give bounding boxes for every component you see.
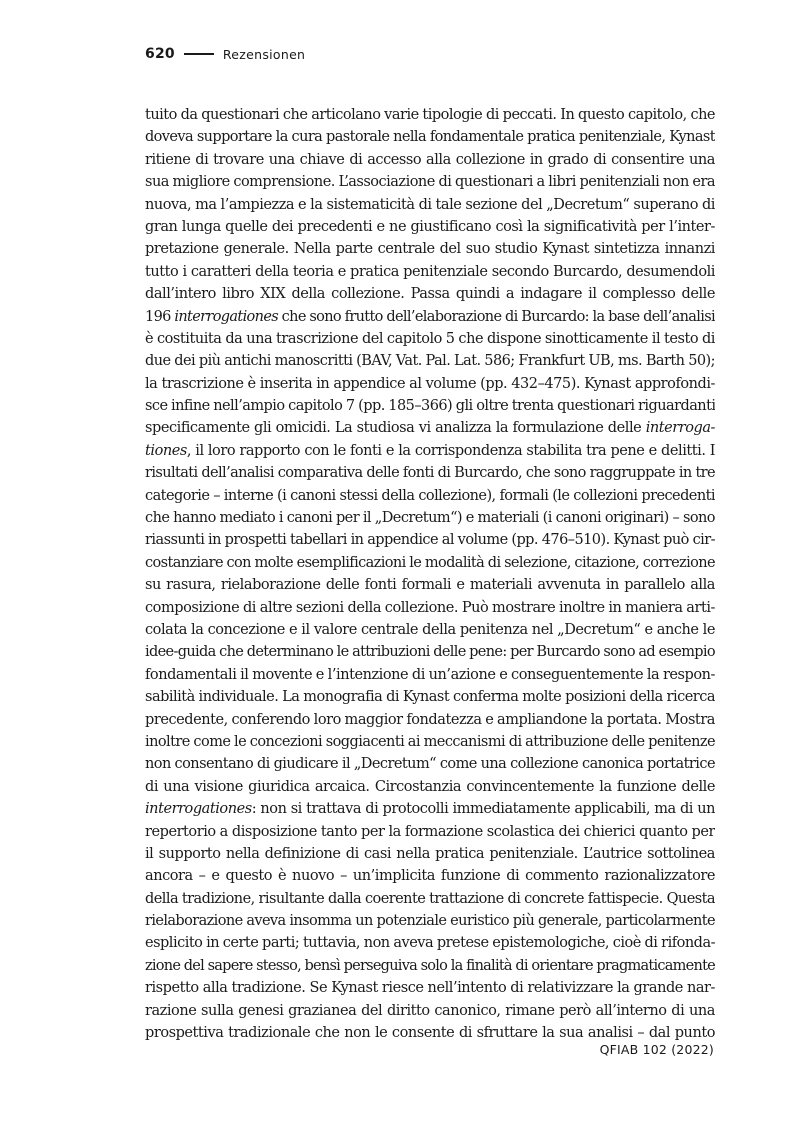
text-line [145, 843, 715, 865]
text-line [145, 194, 715, 216]
italic-run: tiones [145, 442, 187, 459]
text-run: rielaborazione aveva insomma un potenziale euristico più generale, particolarmente [145, 913, 715, 930]
text-run: specificamente gli omicidi. La studiosa vi analizza la formulazione delle [145, 420, 646, 437]
text-run: precedente, conferendo loro maggior fondatezza e ampliandone la portata. Mostra [145, 711, 715, 728]
text-line [145, 350, 715, 372]
text-line [145, 126, 715, 148]
text-run: ritiene di trovare una chiave di accesso alla collezione in grado di consentire una [145, 151, 715, 168]
text-run: non consentano di giudicare il „Decretum“ come una collezione canonica portatrice [145, 756, 715, 773]
body-text [145, 104, 715, 1044]
text-line [145, 395, 715, 417]
text-run: esplicito in certe parti; tuttavia, non aveva pretese epistemologiche, cioè di rifonda- [145, 935, 715, 952]
text-line [145, 932, 715, 954]
text-line [145, 261, 715, 283]
text-run: costanziare con molte esemplificazioni le modalità di selezione, citazione, correzione [145, 554, 715, 571]
text-line [145, 373, 715, 395]
text-line [145, 1000, 715, 1022]
text-line [145, 641, 715, 663]
text-run: dall’intero libro XIX della collezione. Passa quindi a indagare il complesso delle [145, 286, 715, 303]
text-run: ancora – e questo è nuovo – un’implicita funzione di commento razionalizzatore [145, 868, 715, 885]
running-header [145, 44, 305, 64]
text-line [145, 597, 715, 619]
text-run: 196 [145, 308, 175, 325]
text-line [145, 417, 715, 439]
text-line [145, 686, 715, 708]
text-line [145, 664, 715, 686]
text-line [145, 529, 715, 551]
text-line [145, 328, 715, 350]
text-line [145, 507, 715, 529]
text-run: nuova, ma l’ampiezza e la sistematicità di tale sezione del „Decretum“ superano di [145, 196, 715, 213]
italic-run: interrogationes [174, 308, 279, 325]
text-run: che hanno mediato i canoni per il „Decretum“) e materiali (i canoni originari) – sono [145, 510, 715, 527]
text-run: colata la concezione e il valore centrale della penitenza nel „Decretum“ e anche le [145, 621, 715, 638]
text-run: la trascrizione è inserita in appendice al volume (pp. 432–475). Kynast approfondi- [145, 375, 715, 392]
text-run: della tradizione, risultante dalla coerente trattazione di concrete fattispecie. Questa [145, 890, 715, 907]
text-line [145, 888, 715, 910]
text-run: prospettiva tradizionale che non le consente di sfruttare la sua analisi – dal punto [145, 1025, 715, 1042]
text-run: tuito da questionari che articolano varie tipologie di peccati. In questo capitolo, che [145, 107, 715, 123]
text-run: pretazione generale. Nella parte centrale del suo studio Kynast sintetizza innanzi [145, 241, 715, 258]
text-line [145, 865, 715, 887]
text-line [145, 574, 715, 596]
text-line [145, 955, 715, 977]
text-line [145, 552, 715, 574]
text-run: due dei più antichi manoscritti (BAV, Vat. Pal. Lat. 586; Frankfurt UB, ms. Barth 50); [145, 353, 715, 370]
text-run: il supporto nella definizione di casi nella pratica penitenziale. L’autrice sottolinea [145, 845, 715, 862]
text-run: che sono frutto dell’elaborazione di Burcardo: la base dell’analisi [278, 308, 715, 325]
text-run: sce infine nell’ampio capitolo 7 (pp. 185–366) gli oltre trenta questionari riguardanti [145, 398, 715, 415]
text-line [145, 798, 715, 820]
text-run: gran lunga quelle dei precedenti e ne giustificano così la significatività per l’inter- [145, 218, 715, 235]
text-line [145, 709, 715, 731]
text-run: doveva supportare la cura pastorale nella fondamentale pratica penitenziale, Kynast [145, 129, 715, 146]
text-run: risultati dell’analisi comparativa delle fonti di Burcardo, che sono raggruppate in tre [145, 465, 715, 482]
text-line [145, 485, 715, 507]
text-run: è costituita da una trascrizione del capitolo 5 che dispone sinotticamente il testo di [145, 330, 715, 347]
text-run: sabilità individuale. La monografia di Kynast conferma molte posizioni della ricerca [145, 689, 715, 706]
text-line [145, 619, 715, 641]
text-run: rispetto alla tradizione. Se Kynast riesce nell’intento di relativizzare la grande nar- [145, 980, 715, 997]
header-rule [184, 53, 214, 55]
text-line [145, 171, 715, 193]
text-run: fondamentali il movente e l’intenzione di un’azione e conseguentemente la respon- [145, 666, 715, 683]
running-head: Rezensionen [222, 46, 306, 62]
text-line [145, 216, 715, 238]
text-line [145, 731, 715, 753]
text-run: , il loro rapporto con le fonti e la corrispondenza stabilita tra pene e delitti. I [186, 442, 715, 459]
text-line [145, 238, 715, 260]
text-line [145, 910, 715, 932]
text-run: su rasura, rielaborazione delle fonti formali e materiali avvenuta in parallelo alla [145, 577, 715, 594]
text-line [145, 440, 715, 462]
text-run: sua migliore comprensione. L’associazione di questionari a libri penitenziali non era [145, 174, 715, 191]
text-run: categorie – interne (i canoni stessi della collezione), formali (le collezioni precedenti [145, 487, 715, 504]
text-run: di una visione giuridica arcaica. Circostanzia convincentemente la funzione delle [145, 778, 715, 795]
text-line [145, 149, 715, 171]
text-run: composizione di altre sezioni della collezione. Può mostrare inoltre in maniera arti- [145, 599, 715, 616]
text-run: razione sulla genesi grazianea del diritto canonico, rimane però all’interno di una [145, 1002, 715, 1019]
text-line [145, 753, 715, 775]
text-line [145, 283, 715, 305]
journal-footer: QFIAB 102 (2022) [599, 1042, 714, 1057]
text-line [145, 776, 715, 798]
italic-run: interroga- [645, 420, 715, 437]
text-run: riassunti in prospetti tabellari in appendice al volume (pp. 476–510). Kynast può cir- [145, 532, 715, 549]
text-line [145, 104, 715, 126]
text-line [145, 306, 715, 328]
text-line [145, 977, 715, 999]
text-run: inoltre come le concezioni soggiacenti ai meccanismi di attribuzione delle penitenze [145, 733, 715, 750]
text-run: : non si trattava di protocolli immediatamente applicabili, ma di un [251, 801, 715, 818]
text-run: idee-guida che determinano le attribuzioni delle pene: per Burcardo sono ad esempio [145, 644, 715, 661]
text-run: zione del sapere stesso, bensì perseguiva solo la finalità di orientare pragmaticamente [145, 957, 715, 974]
page-number: 620 [145, 46, 175, 62]
text-line [145, 821, 715, 843]
text-line [145, 462, 715, 484]
italic-run: interrogationes [145, 801, 252, 818]
text-run: repertorio a disposizione tanto per la formazione scolastica dei chierici quanto per [145, 823, 715, 840]
text-run: tutto i caratteri della teoria e pratica penitenziale secondo Burcardo, desumendoli [145, 263, 715, 280]
